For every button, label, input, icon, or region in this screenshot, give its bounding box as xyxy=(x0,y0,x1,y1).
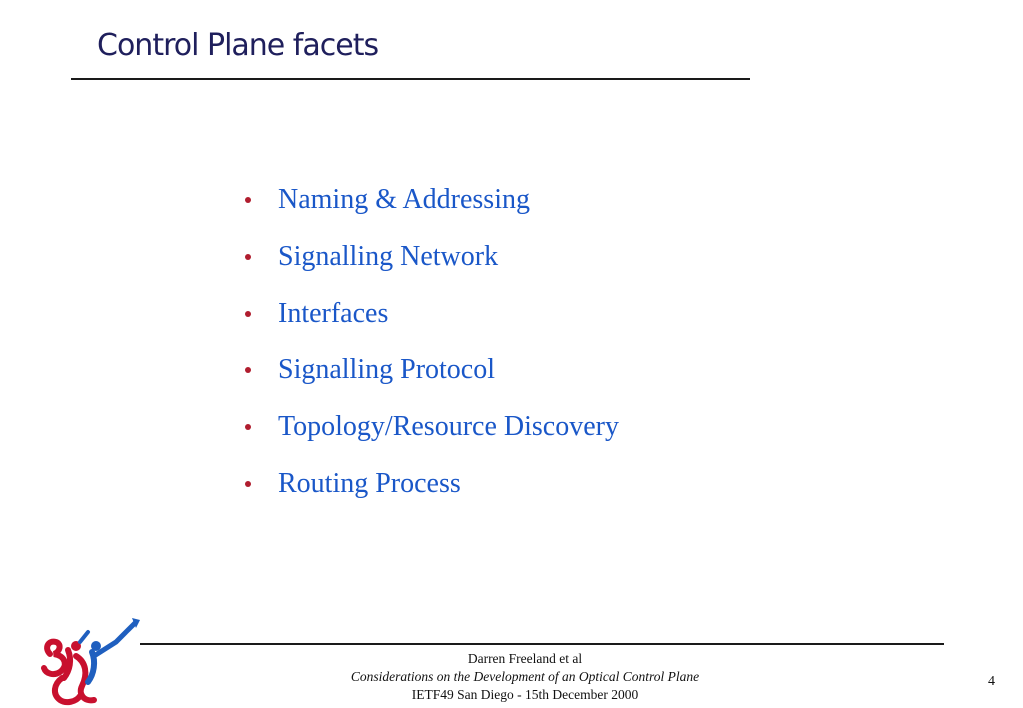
footer xyxy=(305,650,745,704)
bullet-marker-icon xyxy=(245,424,251,430)
bullet-text: Topology/Resource Discovery xyxy=(278,411,619,443)
bullet-text: Signalling Protocol xyxy=(278,354,495,386)
bullet-item xyxy=(244,350,619,407)
bullet-marker-icon xyxy=(245,311,251,317)
bullet-text: Naming & Addressing xyxy=(278,184,530,215)
bullet-item xyxy=(244,237,619,294)
bullet-text: Interfaces xyxy=(278,297,389,329)
page-number: 4 xyxy=(988,674,995,689)
bullet-marker-icon xyxy=(245,481,251,487)
footer-presentation-title: Considerations on the Development of an Optical Control Plane xyxy=(350,669,700,684)
footer-author: Darren Freeland et al xyxy=(467,651,583,666)
footer-divider xyxy=(140,643,944,645)
bullet-item xyxy=(244,180,619,237)
bullet-list xyxy=(244,180,619,521)
bullet-marker-icon xyxy=(245,367,251,373)
bullet-text: Routing Process xyxy=(278,467,461,499)
bullet-item xyxy=(244,407,619,464)
bullet-item xyxy=(244,464,619,521)
footer-event: IETF49 San Diego - 15th December 2000 xyxy=(411,687,639,702)
bullet-item xyxy=(244,294,619,351)
bullet-marker-icon xyxy=(245,197,251,203)
ietf-logo-icon xyxy=(36,612,148,708)
bullet-text: Signalling Network xyxy=(278,240,499,272)
title-divider xyxy=(71,78,750,80)
bullet-marker-icon xyxy=(245,254,251,260)
slide-title: Control Plane facets xyxy=(97,28,379,63)
